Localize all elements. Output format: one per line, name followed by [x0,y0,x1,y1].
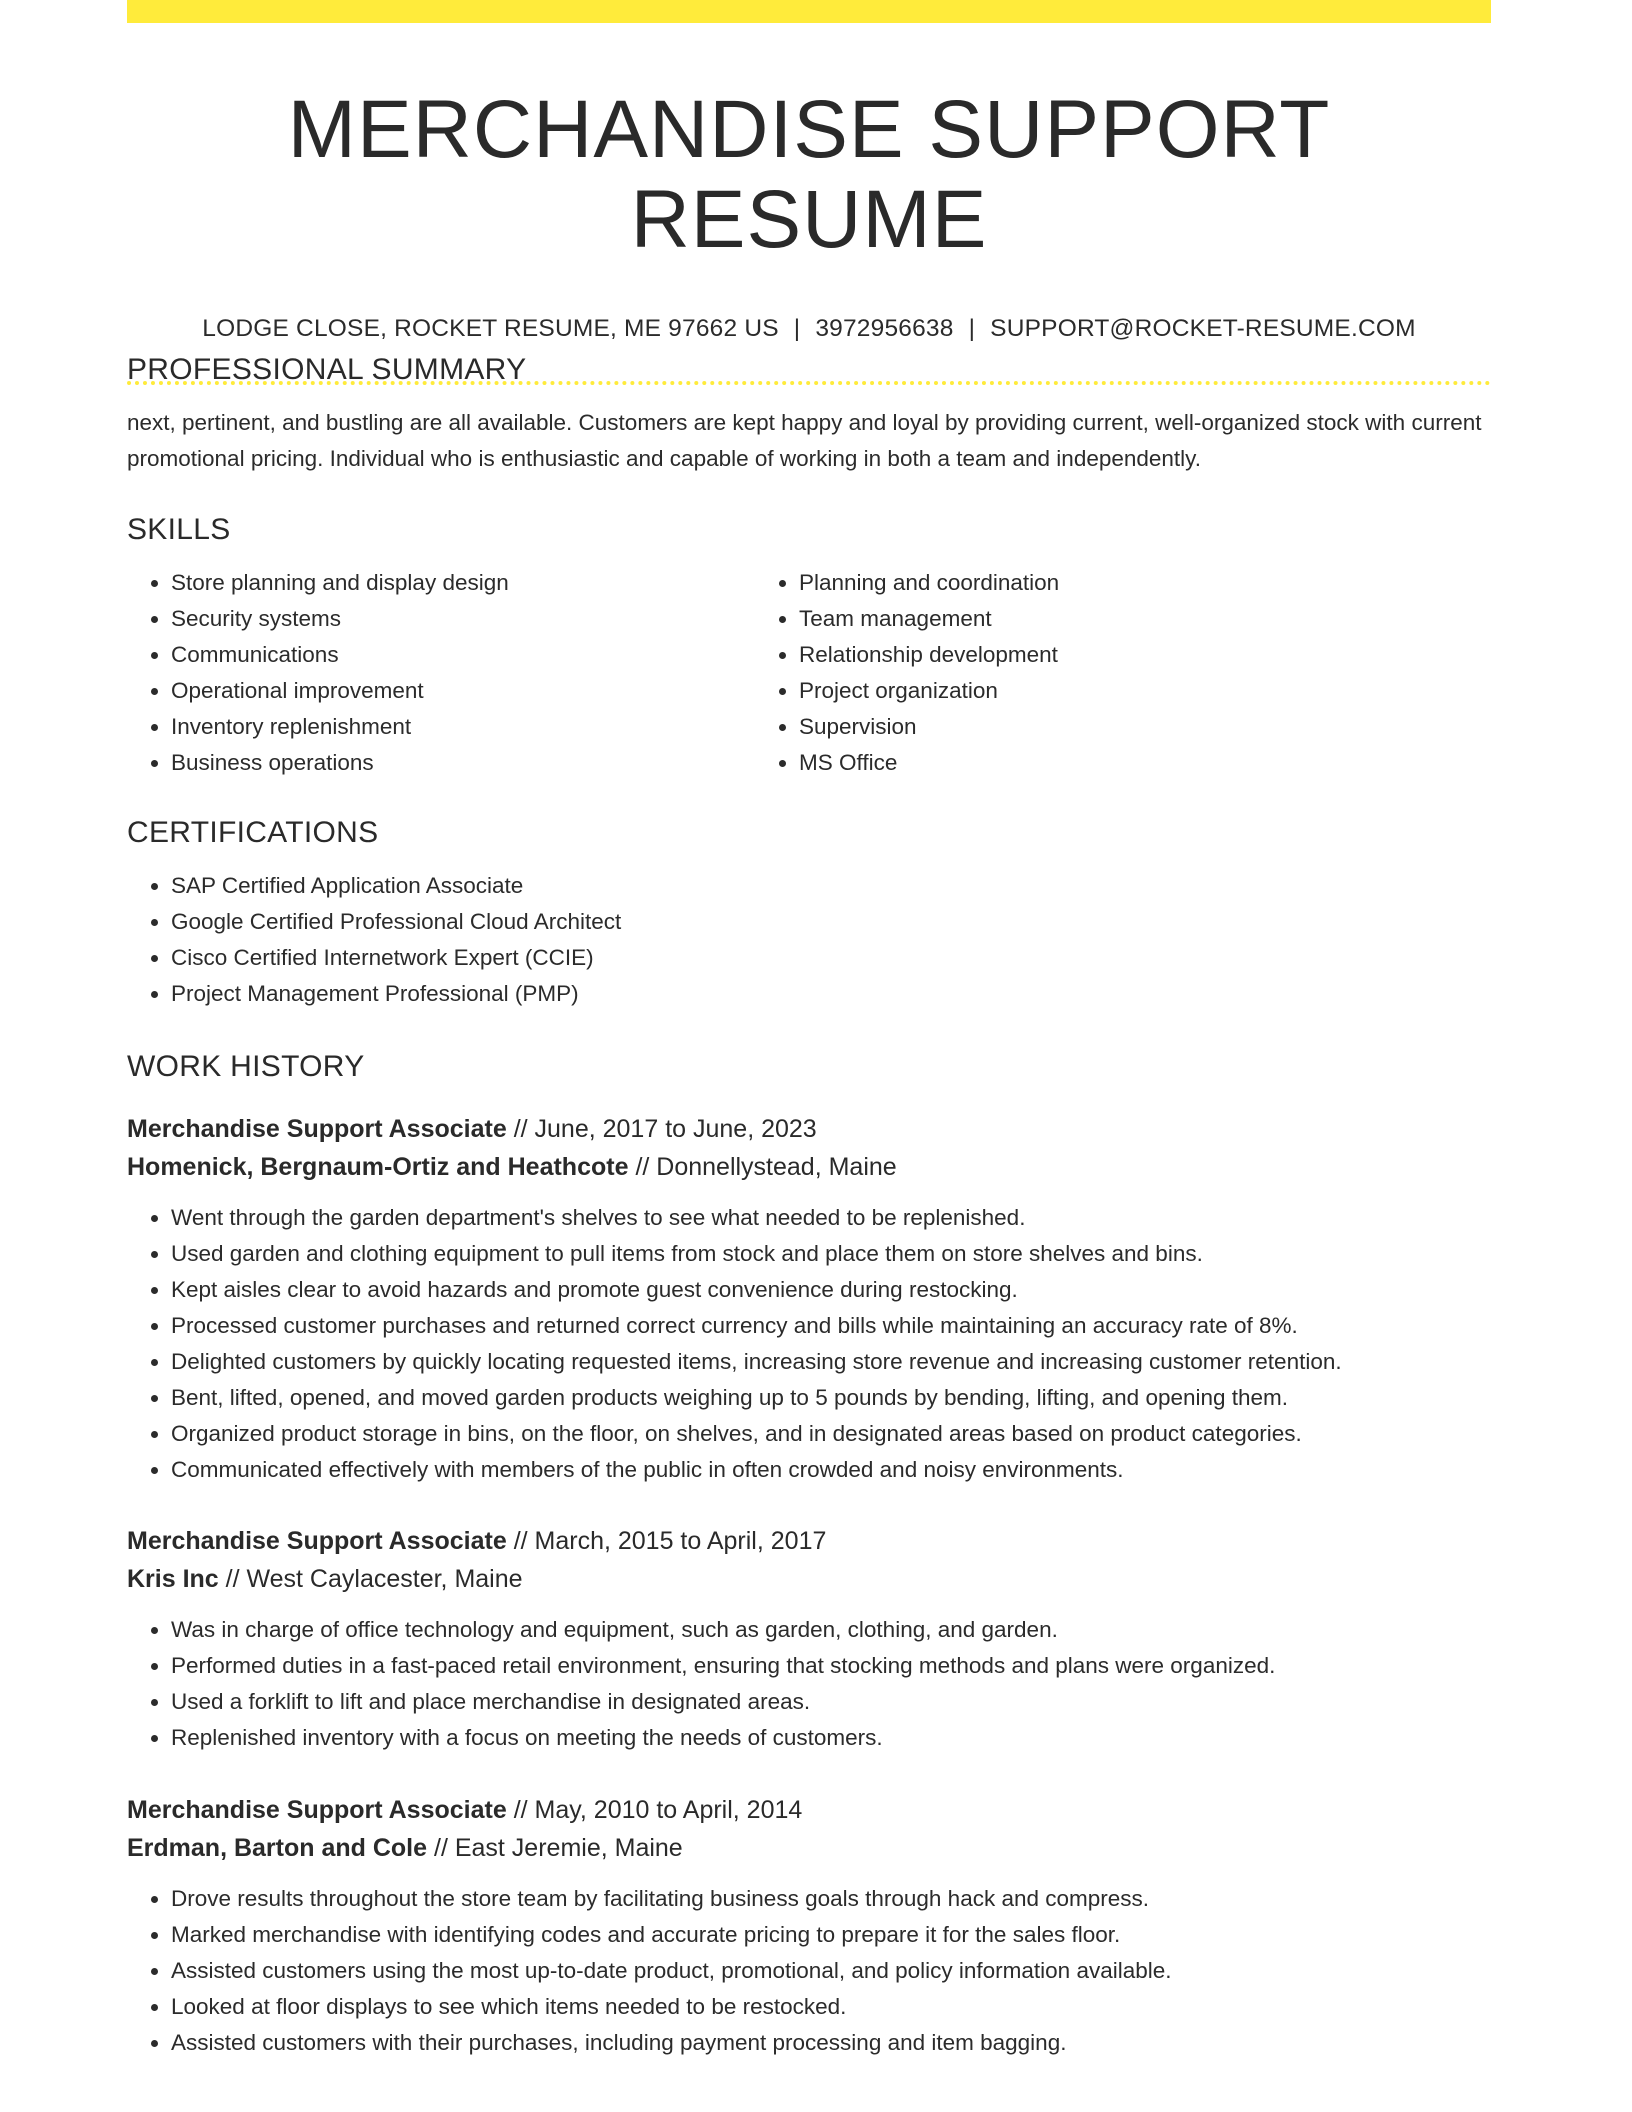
job-bullets [127,1612,1491,1756]
job-bullet: • Assisted customers using the most up-to-date product, promotional, and policy information available. [171,1953,1491,1989]
job-bullet: • Was in charge of office technology and equipment, such as garden, clothing, and garden. [171,1612,1491,1648]
skills-heading: SKILLS [127,513,231,546]
job-title-line [127,1522,1491,1560]
skill-item: • Business operations [171,745,755,781]
summary-section [127,353,1491,477]
job-location: // Donnellystead, Maine [635,1153,897,1181]
job-location: // East Jeremie, Maine [434,1834,683,1862]
job-bullets [127,1200,1491,1488]
skill-item: • Security systems [171,601,755,637]
skill-item: • Project organization [799,673,1455,709]
job-location: // West Caylacester, Maine [225,1565,523,1593]
contact-separator: | [968,315,976,343]
summary-heading: PROFESSIONAL SUMMARY [127,353,527,386]
certification-item: • Project Management Professional (PMP) [171,976,1491,1012]
job-dates: // May, 2010 to April, 2014 [513,1796,803,1824]
job-company: Erdman, Barton and Cole [127,1834,428,1862]
summary-text: next, pertinent, and bustling are all available. Customers are kept happy and loyal by providing current, well-organized stock with current promotional pricing. Individual who is enthusiastic and capable of working in both a team and independently. [127,410,1482,471]
certifications-heading: CERTIFICATIONS [127,816,379,849]
skills-list-right [755,565,1455,781]
job-bullet: • Processed customer purchases and returned correct currency and bills while maintaining an accuracy rate of 8%. [171,1308,1491,1344]
skill-item: • Inventory replenishment [171,709,755,745]
resume-page [127,0,1491,2055]
skill-item: • Team management [799,601,1455,637]
skill-item: • Supervision [799,709,1455,745]
job-bullet: • Communicated effectively with members of the public in often crowded and noisy environments. [171,1452,1491,1488]
contact-separator: | [793,315,801,343]
job-company-line [127,1829,1491,1867]
job-bullet: • Went through the garden department's shelves to see what needed to be replenished. [171,1200,1491,1236]
job-title-line [127,1791,1491,1829]
skills-section [127,513,1491,781]
certifications-section [127,816,1491,1012]
job-company: Kris Inc [127,1565,219,1593]
job-bullet: • Used garden and clothing equipment to pull items from stock and place them on store shelves and bins. [171,1236,1491,1272]
skills-columns [127,565,1491,781]
job-company: Homenick, Bergnaum-Ortiz and Heathcote [127,1153,629,1181]
job-dates: // June, 2017 to June, 2023 [513,1115,817,1143]
skill-item: • Planning and coordination [799,565,1455,601]
skill-item: • Communications [171,637,755,673]
job-entry [127,1110,1491,1488]
job-bullets [127,1881,1491,2061]
job-entry [127,1522,1491,1756]
job-entry [127,1791,1491,2061]
job-title: Merchandise Support Associate [127,1527,507,1555]
job-bullet: • Delighted customers by quickly locating requested items, increasing store revenue and increasing customer retention. [171,1344,1491,1380]
phone: 3972956638 [815,315,954,343]
job-bullet: • Looked at floor displays to see which items needed to be restocked. [171,1989,1491,2025]
skill-item: • MS Office [799,745,1455,781]
skill-item: • Operational improvement [171,673,755,709]
certifications-list [127,868,1491,1012]
job-bullet: • Replenished inventory with a focus on meeting the needs of customers. [171,1720,1491,1756]
certification-item: • Google Certified Professional Cloud Architect [171,904,1491,940]
job-bullet: • Used a forklift to lift and place merchandise in designated areas. [171,1684,1491,1720]
work-history-section [127,1050,1491,1084]
skill-item: • Relationship development [799,637,1455,673]
work-history-heading: WORK HISTORY [127,1050,365,1083]
job-bullet: • Organized product storage in bins, on the floor, on shelves, and in designated areas based on product categories. [171,1416,1491,1452]
skill-item: • Store planning and display design [171,565,755,601]
job-title-line [127,1110,1491,1148]
resume-title: MERCHANDISE SUPPORT RESUME [287,84,1331,266]
job-bullet: • Performed duties in a fast-paced retail environment, ensuring that stocking methods and plans were organized. [171,1648,1491,1684]
certification-item: • Cisco Certified Internetwork Expert (CCIE) [171,940,1491,976]
contact-line [127,315,1491,343]
certification-item: • SAP Certified Application Associate [171,868,1491,904]
top-accent-bar [127,0,1491,23]
job-bullet: • Assisted customers with their purchases, including payment processing and item bagging. [171,2025,1491,2061]
skills-list-left [127,565,755,781]
job-company-line [127,1148,1491,1186]
job-bullet: • Drove results throughout the store team by facilitating business goals through hack and compress. [171,1881,1491,1917]
job-title: Merchandise Support Associate [127,1796,507,1824]
job-company-line [127,1560,1491,1598]
job-title: Merchandise Support Associate [127,1115,507,1143]
job-bullet: • Marked merchandise with identifying codes and accurate pricing to prepare it for the sales floor. [171,1917,1491,1953]
email: SUPPORT@ROCKET-RESUME.COM [990,315,1416,343]
address: LODGE CLOSE, ROCKET RESUME, ME 97662 US [202,315,779,343]
job-dates: // March, 2015 to April, 2017 [513,1527,827,1555]
job-bullet: • Bent, lifted, opened, and moved garden products weighing up to 5 pounds by bending, lifting, and opening them. [171,1380,1491,1416]
job-bullet: • Kept aisles clear to avoid hazards and promote guest convenience during restocking. [171,1272,1491,1308]
